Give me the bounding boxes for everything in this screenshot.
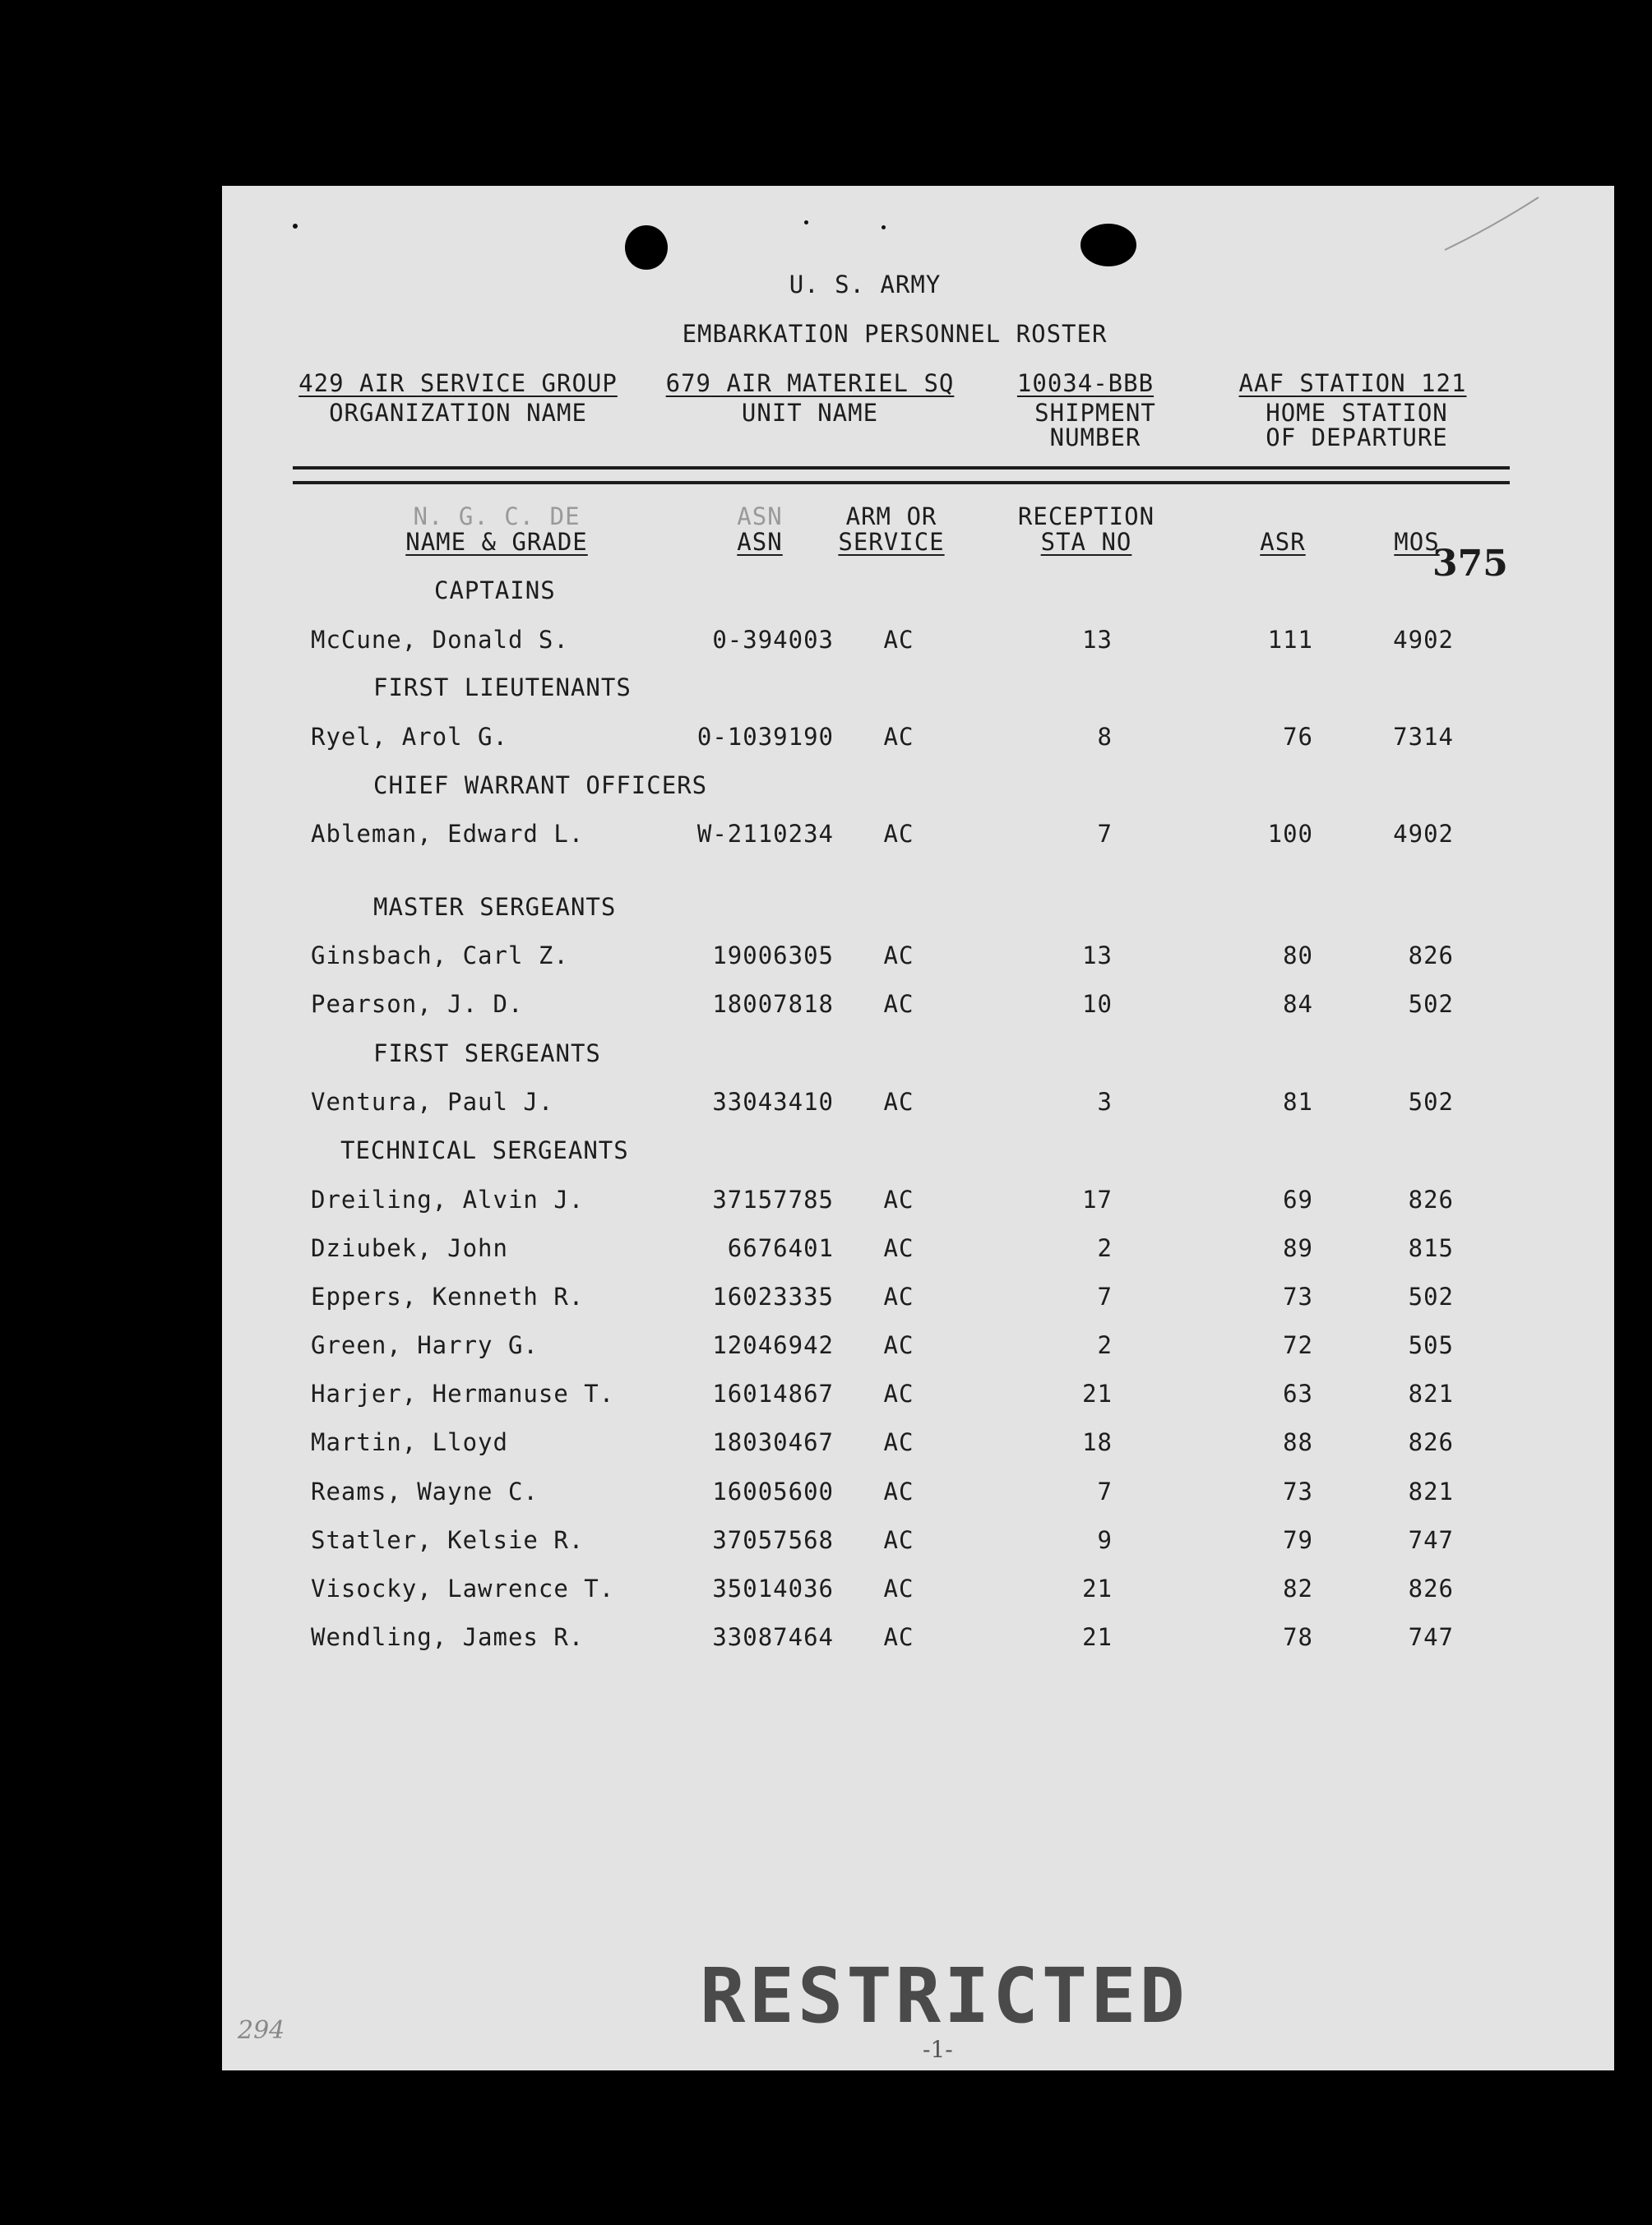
row-mos: 826: [1408, 941, 1454, 969]
row-arm: AC: [883, 1380, 914, 1408]
punch-hole-right: [1081, 224, 1136, 266]
row-arm: AC: [883, 1428, 914, 1456]
home-station: AAF STATION 121: [1238, 369, 1467, 397]
page-stamp-number: 375: [1432, 543, 1508, 585]
home-station-label-2: OF DEPARTURE: [1266, 423, 1448, 451]
column-header-faint-name: N. G. C. DE: [413, 502, 581, 530]
row-asn: 0-394003: [712, 626, 834, 654]
row-asn: 6676401: [727, 1234, 834, 1262]
row-asn: 16005600: [712, 1478, 834, 1506]
section-heading-first-lieutenants: FIRST LIEUTENANTS: [373, 673, 632, 701]
row-mos: 502: [1408, 1088, 1454, 1116]
speck: [293, 224, 298, 229]
row-sta-no: 18: [1082, 1428, 1113, 1456]
column-header-asn: ASN: [737, 528, 783, 556]
row-arm: AC: [883, 1575, 914, 1603]
row-asr: 72: [1283, 1331, 1313, 1359]
row-sta-no: 7: [1097, 820, 1113, 848]
row-sta-no: 7: [1097, 1283, 1113, 1311]
row-sta-no: 2: [1097, 1331, 1113, 1359]
row-sta-no: 8: [1097, 723, 1113, 751]
row-mos: 502: [1408, 990, 1454, 1018]
row-arm: AC: [883, 1186, 914, 1214]
document-subtitle: EMBARKATION PERSONNEL ROSTER: [682, 320, 1108, 348]
row-arm: AC: [883, 1526, 914, 1554]
row-asn: 16023335: [712, 1283, 834, 1311]
shipment-label-2: NUMBER: [1049, 423, 1141, 451]
organization-label: ORGANIZATION NAME: [329, 399, 587, 427]
row-asr: 63: [1283, 1380, 1313, 1408]
row-mos: 821: [1408, 1478, 1454, 1506]
row-sta-no: 9: [1097, 1526, 1113, 1554]
row-asn: 37157785: [712, 1186, 834, 1214]
handwritten-note: 294: [238, 2016, 285, 2045]
row-name: Harjer, Hermanuse T.: [311, 1380, 615, 1408]
row-sta-no: 7: [1097, 1478, 1113, 1506]
column-header-sta-no: STA NO: [1040, 528, 1132, 556]
row-name: Green, Harry G.: [311, 1331, 539, 1359]
row-mos: 7314: [1393, 723, 1454, 751]
row-asn: 0-1039190: [696, 723, 834, 751]
row-asr: 73: [1283, 1283, 1313, 1311]
row-arm: AC: [883, 1623, 914, 1651]
row-mos: 4902: [1393, 820, 1454, 848]
column-header-mos: MOS: [1394, 528, 1440, 556]
row-name: Ventura, Paul J.: [311, 1088, 554, 1116]
row-asn: 16014867: [712, 1380, 834, 1408]
row-mos: 4902: [1393, 626, 1454, 654]
row-asn: 35014036: [712, 1575, 834, 1603]
row-asr: 79: [1283, 1526, 1313, 1554]
row-mos: 826: [1408, 1428, 1454, 1456]
row-mos: 821: [1408, 1380, 1454, 1408]
row-sta-no: 2: [1097, 1234, 1113, 1262]
column-header-service: SERVICE: [838, 528, 945, 556]
row-name: Dziubek, John: [311, 1234, 508, 1262]
row-name: Wendling, James R.: [311, 1623, 585, 1651]
row-mos: 826: [1408, 1575, 1454, 1603]
row-asn: 33087464: [712, 1623, 834, 1651]
row-name: Reams, Wayne C.: [311, 1478, 539, 1506]
row-sta-no: 10: [1082, 990, 1113, 1018]
row-asr: 89: [1283, 1234, 1313, 1262]
row-asn: W-2110234: [696, 820, 834, 848]
row-arm: AC: [883, 820, 914, 848]
organization-name: 429 AIR SERVICE GROUP: [298, 369, 618, 397]
row-sta-no: 3: [1097, 1088, 1113, 1116]
row-arm: AC: [883, 1234, 914, 1262]
column-header-asr: ASR: [1260, 528, 1306, 556]
row-mos: 502: [1408, 1283, 1454, 1311]
unit-label: UNIT NAME: [741, 399, 879, 427]
row-asn: 12046942: [712, 1331, 834, 1359]
row-mos: 815: [1408, 1234, 1454, 1262]
header-rule-bottom: [293, 481, 1510, 484]
row-asr: 78: [1283, 1623, 1313, 1651]
row-name: Dreiling, Alvin J.: [311, 1186, 585, 1214]
row-arm: AC: [883, 990, 914, 1018]
row-asr: 76: [1283, 723, 1313, 751]
row-sta-no: 21: [1082, 1380, 1113, 1408]
row-asr: 88: [1283, 1428, 1313, 1456]
header-rule-top: [293, 466, 1510, 470]
speck: [882, 225, 886, 229]
row-asn: 37057568: [712, 1526, 834, 1554]
section-heading-first-sergeants: FIRST SERGEANTS: [373, 1039, 601, 1067]
row-asr: 81: [1283, 1088, 1313, 1116]
column-header-faint-asn: ASN: [737, 502, 783, 530]
document-title: U. S. ARMY: [789, 271, 942, 298]
row-asn: 18030467: [712, 1428, 834, 1456]
row-name: Ryel, Arol G.: [311, 723, 508, 751]
row-name: Eppers, Kenneth R.: [311, 1283, 585, 1311]
row-asn: 18007818: [712, 990, 834, 1018]
row-mos: 826: [1408, 1186, 1454, 1214]
row-asr: 80: [1283, 941, 1313, 969]
row-arm: AC: [883, 723, 914, 751]
column-header-name: NAME & GRADE: [405, 528, 588, 556]
row-name: Pearson, J. D.: [311, 990, 524, 1018]
column-header-reception: RECEPTION: [1017, 502, 1155, 530]
section-heading-technical-sergeants: TECHNICAL SERGEANTS: [340, 1136, 629, 1164]
section-heading-chief-warrant-officers: CHIEF WARRANT OFFICERS: [373, 771, 708, 799]
row-arm: AC: [883, 1283, 914, 1311]
row-arm: AC: [883, 1088, 914, 1116]
shipment-label: SHIPMENT: [1034, 399, 1156, 427]
page-number: -1-: [923, 2036, 953, 2063]
pencil-mark: [1443, 194, 1542, 253]
row-name: Ableman, Edward L.: [311, 820, 585, 848]
row-arm: AC: [883, 1478, 914, 1506]
row-name: Martin, Lloyd: [311, 1428, 508, 1456]
row-sta-no: 21: [1082, 1575, 1113, 1603]
punch-hole-left: [625, 225, 668, 270]
row-arm: AC: [883, 626, 914, 654]
row-mos: 747: [1408, 1526, 1454, 1554]
shipment-number: 10034-BBB: [1016, 369, 1155, 397]
column-header-arm: ARM OR: [845, 502, 937, 530]
speck: [804, 220, 808, 224]
row-asr: 82: [1283, 1575, 1313, 1603]
row-sta-no: 21: [1082, 1623, 1113, 1651]
home-station-label: HOME STATION: [1266, 399, 1448, 427]
unit-name: 679 AIR MATERIEL SQ: [665, 369, 955, 397]
section-heading-master-sergeants: MASTER SERGEANTS: [373, 893, 617, 921]
row-arm: AC: [883, 941, 914, 969]
row-sta-no: 17: [1082, 1186, 1113, 1214]
row-name: Visocky, Lawrence T.: [311, 1575, 615, 1603]
row-arm: AC: [883, 1331, 914, 1359]
row-mos: 747: [1408, 1623, 1454, 1651]
row-name: Statler, Kelsie R.: [311, 1526, 585, 1554]
row-asr: 84: [1283, 990, 1313, 1018]
row-asn: 19006305: [712, 941, 834, 969]
row-mos: 505: [1408, 1331, 1454, 1359]
row-asr: 111: [1267, 626, 1313, 654]
row-name: McCune, Donald S.: [311, 626, 569, 654]
row-asr: 100: [1267, 820, 1313, 848]
row-sta-no: 13: [1082, 941, 1113, 969]
section-heading-captains: CAPTAINS: [434, 576, 556, 604]
row-asr: 69: [1283, 1186, 1313, 1214]
row-name: Ginsbach, Carl Z.: [311, 941, 569, 969]
row-asn: 33043410: [712, 1088, 834, 1116]
row-sta-no: 13: [1082, 626, 1113, 654]
restricted-stamp: RESTRICTED: [700, 1952, 1188, 2040]
row-asr: 73: [1283, 1478, 1313, 1506]
